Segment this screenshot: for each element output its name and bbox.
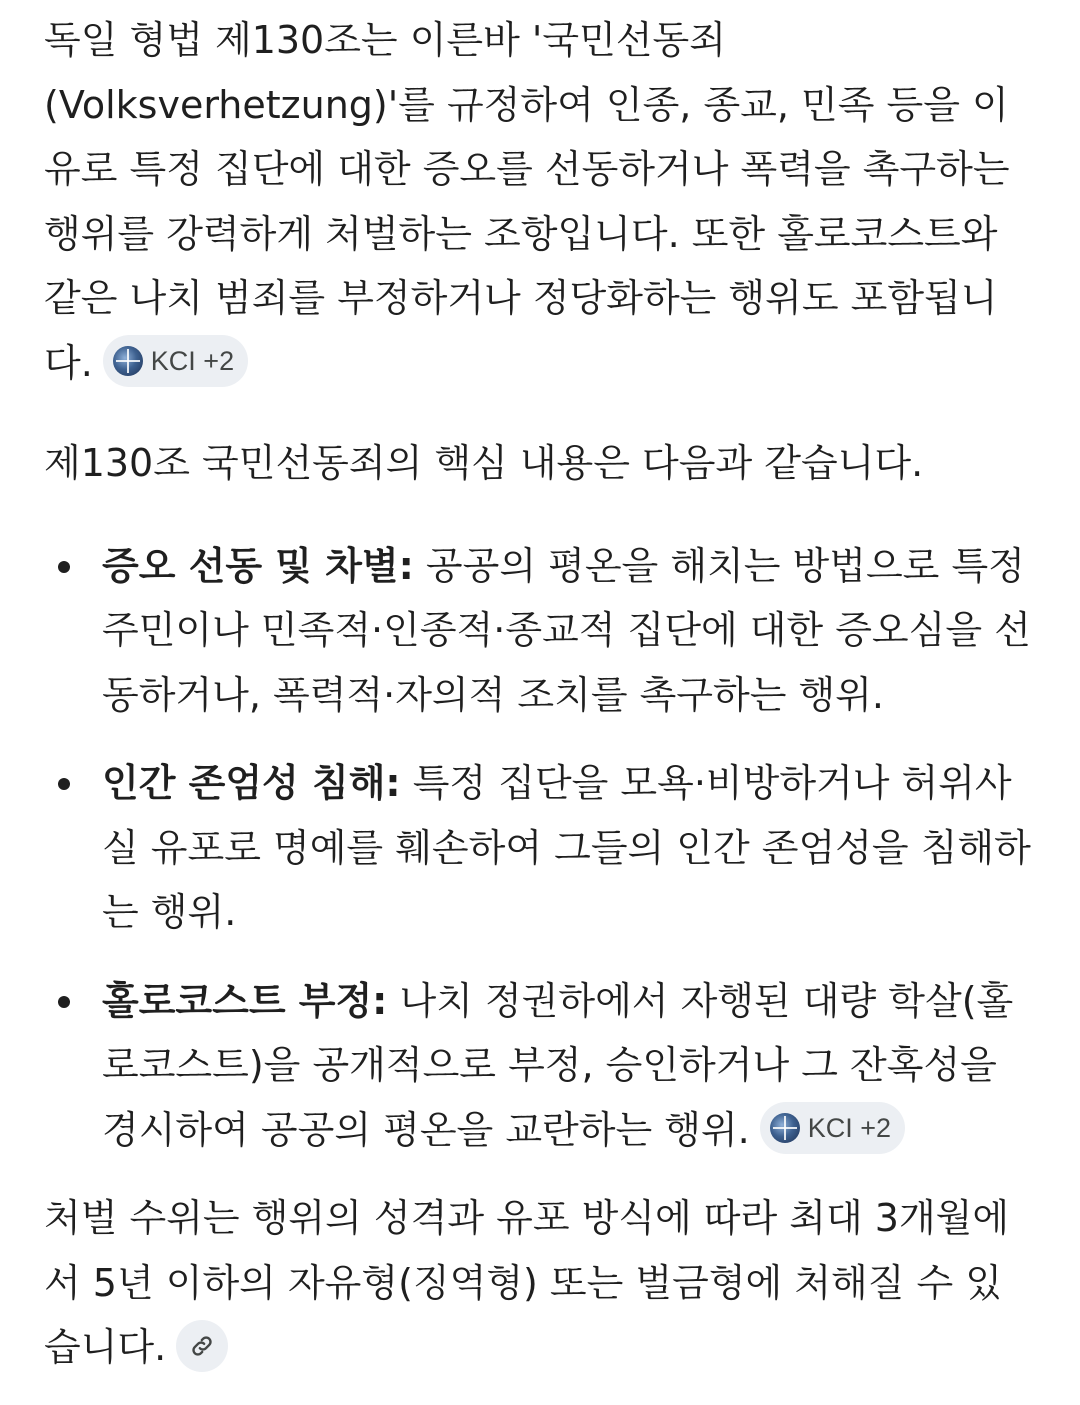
kci-source-icon: [770, 1113, 800, 1143]
bullet-dot-icon: [58, 778, 70, 790]
intro-text: 독일 형법 제130조는 이른바 '국민선동죄(Volksverhetzung)'를 규정하여 인종, 종교, 민족 등을 이유로 특정 집단에 대한 증오를 선동하거나 폭력을 촉구하는 행위를 강력하게 처벌하는 조항입니다. 또한 홀로코스트와 같은 나치 범죄를 부정하거나 정당화하는 행위도 포함됩니다.: [44, 18, 1010, 385]
source-chip-label: KCI +2: [150, 345, 235, 376]
intro-paragraph: [44, 8, 1036, 395]
lead-paragraph: 제130조 국민선동죄의 핵심 내용은 다음과 같습니다.: [44, 441, 924, 485]
bullet-title: 인간 존엄성 침해:: [102, 761, 401, 805]
kci-source-icon: [113, 346, 143, 376]
link-chip[interactable]: [176, 1320, 228, 1372]
link-icon: [189, 1333, 215, 1359]
list-item: [44, 969, 1036, 1163]
bullet-text: 특정 집단을 모욕·비방하거나 허위사실 유포로 명예를 훼손하여 그들의 인간 존엄성을 침해하는 행위.: [102, 761, 1031, 934]
bullet-title: 홀로코스트 부정:: [102, 978, 388, 1023]
closing-paragraph: [44, 1186, 1036, 1380]
list-item: [44, 751, 1036, 945]
bullet-text: 공공의 평온을 해치는 방법으로 특정 주민이나 민족적·인종적·종교적 집단에 대한 증오심을 선동하거나, 폭력적·자의적 조치를 촉구하는 행위.: [102, 543, 1031, 717]
bullet-dot-icon: [58, 996, 70, 1008]
list-item: [44, 534, 1036, 728]
bullet-list: [44, 534, 1036, 1163]
closing-text: 처벌 수위는 행위의 성격과 유포 방식에 따라 최대 3개월에서 5년 이하의 자유형(징역형) 또는 벌금형에 처해질 수 있습니다.: [44, 1196, 1010, 1369]
source-chip-label: KCI +2: [807, 1112, 892, 1143]
bullet-text: 나치 정권하에서 자행된 대량 학살(홀로코스트)을 공개적으로 부정, 승인하거나 그 잔혹성을 경시하여 공공의 평온을 교란하는 행위.: [102, 978, 1014, 1152]
source-chip[interactable]: [103, 335, 248, 387]
source-chip[interactable]: [760, 1102, 905, 1154]
bullet-dot-icon: [58, 561, 70, 573]
bullet-title: 증오 선동 및 차별:: [102, 543, 414, 588]
